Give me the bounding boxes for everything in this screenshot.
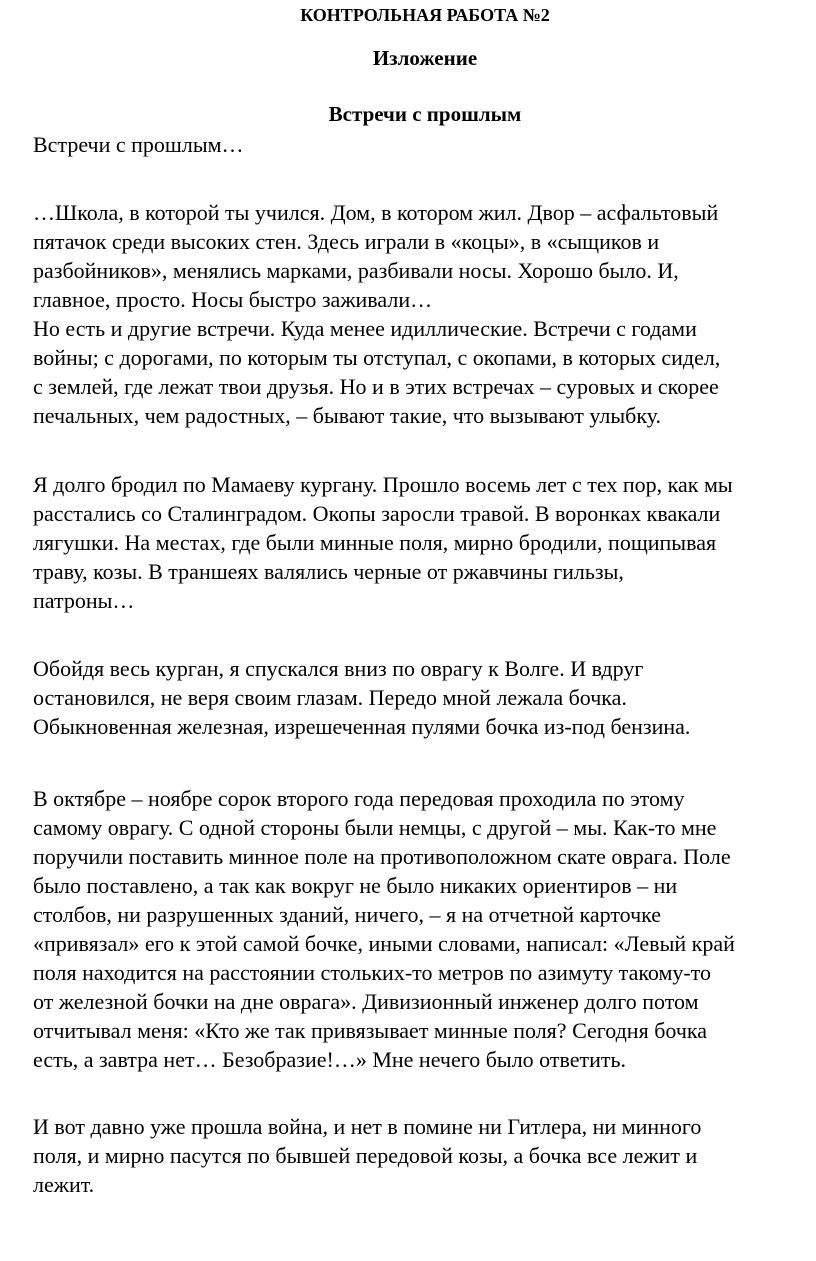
paragraph-line: «привязал» его к этой самой бочке, иными словами, написал: «Левый край [33,931,735,956]
paragraph-line: печальных, чем радостных, – бывают такие, что вызывают улыбку. [33,403,662,428]
paragraph-line: В октябре – ноябре сорок второго года передовая проходила по этому [33,786,685,811]
paragraph-line: поля находится на расстоянии стольких-то метров по азимуту такому-то [33,960,712,985]
paragraph-line: Но есть и другие встречи. Куда менее идиллические. Встречи с годами [33,316,697,341]
paragraph-intro [33,130,244,159]
paragraph-line: …Школа, в которой ты учился. Дом, в котором жил. Двор – асфальтовый [33,200,719,225]
document-subtitle: Изложение [372,46,478,70]
paragraph-ending [33,1112,701,1199]
text-title: Встречи с прошлым [328,102,522,126]
paragraph-line: Обыкновенная железная, изрешеченная пулями бочка из-под бензина. [33,714,691,739]
paragraph-line: Я долго бродил по Мамаеву кургану. Прошло восемь лет с тех пор, как мы [33,472,733,497]
paragraph-school [33,198,720,430]
paragraph-line: Встречи с прошлым… [33,132,244,157]
paragraph-line: от железной бочки на дне оврага». Дивизионный инженер долго потом [33,989,699,1014]
paragraph-line: лежит. [33,1172,95,1197]
paragraph-barrel [33,654,690,741]
paragraph-line: Обойдя весь курган, я спускался вниз по оврагу к Волге. И вдруг [33,656,644,681]
paragraph-line: столбов, ни разрушенных зданий, ничего, – я на отчетной карточке [33,902,662,927]
paragraph-line: остановился, не веря своим глазам. Передо мной лежала бочка. [33,685,627,710]
paragraph-line: лягушки. На местах, где были минные поля, мирно бродили, пощипывая [33,530,717,555]
paragraph-line: войны; с дорогами, по которым ты отступал, с окопами, в которых сидел, [33,345,721,370]
paragraph-line: И вот давно уже прошла война, и нет в помине ни Гитлера, ни минного [33,1114,702,1139]
paragraph-line: поля, и мирно пасутся по бывшей передовой козы, а бочка все лежит и [33,1143,698,1168]
paragraph-line: поручили поставить минное поле на противоположном скате оврага. Поле [33,844,731,869]
paragraph-line: расстались со Сталинградом. Окопы заросли травой. В воронках квакали [33,501,721,526]
paragraph-line: самому оврагу. С одной стороны были немцы, с другой – мы. Как-то мне [33,815,717,840]
paragraph-line: главное, просто. Носы быстро заживали… [33,287,433,312]
paragraph-kurgan [33,470,733,615]
paragraph-line: с землей, где лежат твои друзья. Но и в этих встречах – суровых и скорее [33,374,719,399]
paragraph-line: было поставлено, а так как вокруг не было никаких ориентиров – ни [33,873,678,898]
paragraph-line: траву, козы. В траншеях валялись черные от ржавчины гильзы, [33,559,624,584]
document-title: КОНТРОЛЬНАЯ РАБОТА №2 [300,5,550,25]
paragraph-line: отчитывал меня: «Кто же так привязывает минные поля? Сегодня бочка [33,1018,708,1043]
paragraph-line: пятачок среди высоких стен. Здесь играли в «коцы», в «сыщиков и [33,229,660,254]
paragraph-line: есть, а завтра нет… Безобразие!…» Мне нечего было ответить. [33,1047,627,1072]
paragraph-line: патроны… [33,588,135,613]
paragraph-minefield [33,784,735,1074]
paragraph-line: разбойников», менялись марками, разбивали носы. Хорошо было. И, [33,258,679,283]
